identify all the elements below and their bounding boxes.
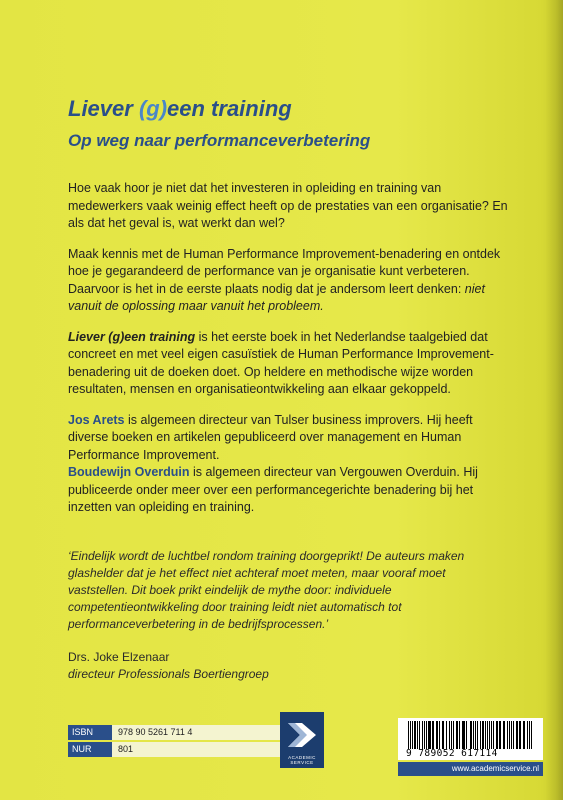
- barcode-bar: [412, 721, 413, 749]
- barcode-bar: [513, 721, 514, 749]
- endorsement-author: [68, 649, 498, 683]
- nur-value: 801: [112, 742, 318, 757]
- blurb-body: [68, 180, 508, 517]
- barcode-bar: [437, 721, 438, 749]
- barcode-bar: [429, 721, 431, 749]
- chevron-arrow-icon: [286, 720, 318, 750]
- barcode-bar: [485, 721, 486, 749]
- paragraph-approach-emphasis: niet vanuit de oplossing maar vanuit het probleem.: [68, 281, 485, 313]
- barcode-bar: [443, 721, 444, 749]
- barcode-bar: [524, 721, 525, 749]
- barcode-bar: [451, 721, 452, 749]
- barcode-bar: [473, 721, 474, 749]
- barcode-bar: [457, 721, 458, 749]
- barcode-bar: [480, 721, 481, 749]
- barcode-bar: [477, 721, 478, 749]
- paragraph-approach: [68, 246, 508, 316]
- publisher-logo: [280, 712, 324, 768]
- barcode-bar: [504, 721, 505, 749]
- barcode-bar: [507, 721, 508, 749]
- barcode-bar: [511, 721, 512, 749]
- barcode-bar: [417, 721, 418, 749]
- spine-shadow: [545, 0, 563, 800]
- barcode-bar: [464, 721, 465, 749]
- nur-label: NUR: [68, 742, 112, 757]
- book-subtitle: Op weg naar performanceverbetering: [68, 131, 371, 150]
- title-paren: (g): [138, 96, 168, 121]
- quote-author-role: directeur Professionals Boertiengroep: [68, 667, 269, 681]
- barcode-bar: [519, 721, 521, 749]
- paragraph-book-title: Liever (g)een training: [68, 329, 196, 344]
- barcode-bar: [493, 721, 494, 749]
- quote-author-name: Drs. Joke Elzenaar: [68, 650, 170, 664]
- barcode-bar: [531, 721, 532, 749]
- book-title: [68, 96, 292, 122]
- barcode-bar: [424, 721, 425, 749]
- barcode-bar: [410, 721, 411, 749]
- isbn-label: ISBN: [68, 725, 112, 740]
- paragraph-authors: [68, 412, 508, 517]
- barcode-number: 9 789052 617114: [406, 748, 498, 759]
- title-pre: Liever: [68, 96, 139, 121]
- author1-name: Jos Arets: [68, 412, 125, 427]
- barcode-bar: [426, 721, 427, 749]
- barcode-bar: [419, 721, 420, 749]
- barcode-bar: [446, 721, 448, 749]
- publisher-url[interactable]: www.academicservice.nl: [398, 762, 543, 776]
- isbn-value: 978 90 5261 711 4: [112, 725, 318, 740]
- barcode-bar: [497, 721, 498, 749]
- title-post: een training: [167, 96, 292, 121]
- barcode-bar: [487, 721, 488, 749]
- barcode-bar: [432, 721, 433, 749]
- barcode-bar: [459, 721, 460, 749]
- barcode-bar: [471, 721, 472, 749]
- barcode-bar: [527, 721, 528, 749]
- barcode-bars: [408, 721, 533, 749]
- author2-bio: is algemeen directeur van Vergouwen Overduin. Hij publiceerde onder meer over een performancegerichte benadering bij het inzetten van opleiding en training.: [68, 465, 478, 514]
- publisher-name: ACADEMIC SERVICE: [288, 755, 316, 765]
- author1-bio: is algemeen directeur van Tulser business improvers. Hij heeft diverse boeken en artikelen gepubliceerd over management en Human Performance Improvement.: [68, 412, 473, 462]
- paragraph-approach-text: Maak kennis met de Human Performance Improvement-benadering en ontdek hoe je gegarandeerd de performance van je organisatie kunt verbeteren. Daarvoor is het in de eerste plaats nodig dat je andersom leert denken:: [68, 246, 501, 296]
- barcode-bar: [517, 721, 518, 749]
- barcode: [398, 718, 543, 760]
- barcode-bar: [439, 721, 440, 749]
- paragraph-book-text: is het eerste boek in het Nederlandse taalgebied dat concreet en met veel eigen casuïstiek de Human Performance Improvement-benadering uit de doeken doet. Op heldere en methodische wijze worden resultaten, mensen en organisatieontwikkeling aan elkaar gekoppeld.: [68, 329, 494, 396]
- barcode-bar: [499, 721, 501, 749]
- barcode-bar: [453, 721, 454, 749]
- paragraph-intro: Hoe vaak hoor je niet dat het investeren in opleiding en training van medewerkers vaak weinig effect heeft op de prestaties van een organisatie? En als dat het geval is, wat werkt dan wel?: [68, 181, 508, 230]
- barcode-bar: [491, 721, 492, 749]
- paragraph-book: [68, 329, 508, 399]
- author2-name: Boudewijn Overduin: [68, 465, 190, 479]
- endorsement-quote: ‘Eindelijk wordt de luchtbel rondom training doorgeprikt! De auteurs maken glashelder dat je het effect niet achteraf moet meten, maar vooraf moet vaststellen. Dit boek prikt eindelijk de mythe door: individuele competentieontwikkeling door training leidt niet automatisch tot performanceverbetering in de bedrijfsprocessen.’: [68, 549, 465, 631]
- barcode-bar: [466, 721, 467, 749]
